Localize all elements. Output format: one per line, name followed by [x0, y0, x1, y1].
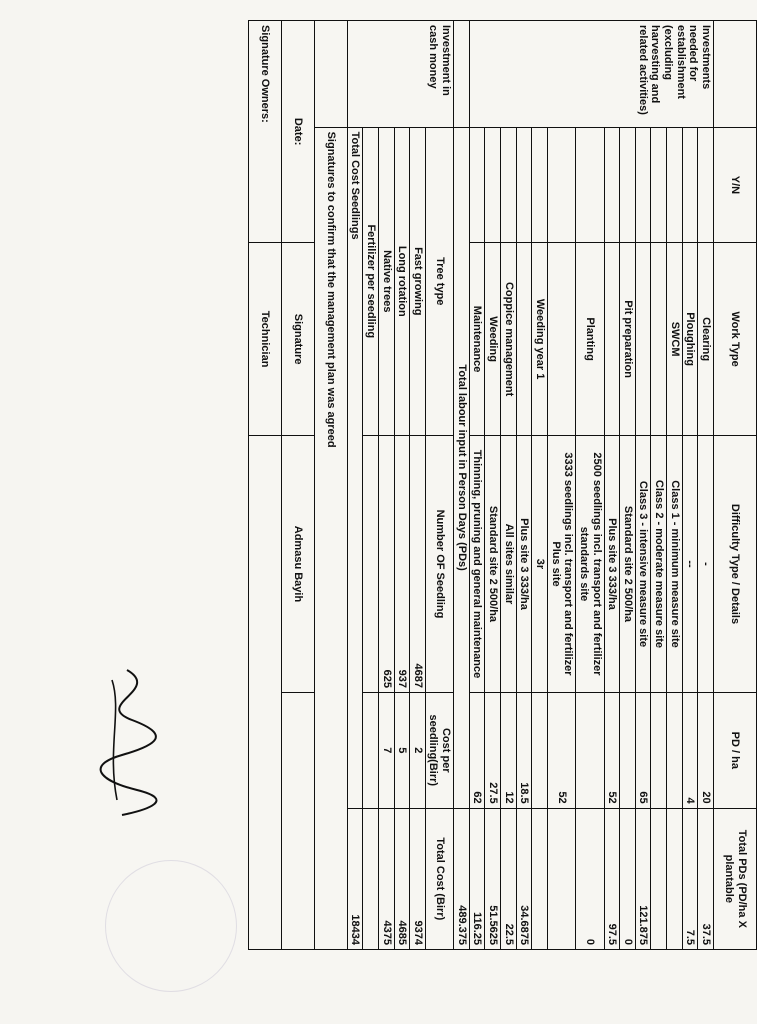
- detail-cell: Thinning, pruning and general maintenance: [469, 435, 485, 692]
- table-row: [682, 21, 698, 950]
- pd-cell: [576, 692, 604, 808]
- signature-owners-row: [248, 21, 281, 950]
- signer-name: Admasu Bayih: [281, 435, 314, 692]
- table-row: [516, 21, 532, 950]
- table-row: [698, 21, 714, 950]
- work-cell: [604, 243, 620, 436]
- table-row: [620, 21, 636, 950]
- work-cell: Ploughing: [682, 243, 698, 436]
- detail-cell: Standard site 2 500/ha: [620, 435, 636, 692]
- signature-label: Signature: [281, 243, 314, 436]
- pd-cell: [651, 692, 667, 808]
- detail-cell: 3333 seedlings incl. transport and fertilizer Plus site: [547, 435, 575, 692]
- work-cell: [635, 243, 651, 436]
- work-cell: Maintenance: [469, 243, 485, 436]
- number-cell: 625: [378, 435, 394, 692]
- pd-cell: 4: [682, 692, 698, 808]
- cost-per-seedling-header: Cost per seedling(Birr): [425, 692, 453, 808]
- total-cell: 116.25: [469, 808, 485, 949]
- yn-cell: [501, 127, 517, 243]
- yn-cell: [667, 127, 683, 243]
- work-type-header: Work Type: [714, 243, 757, 436]
- pd-cell: [532, 692, 548, 808]
- detail-cell: Class 2 - moderate measure site: [651, 435, 667, 692]
- total-cell: 121.875: [635, 808, 651, 949]
- signature-mark-cell: [281, 692, 314, 949]
- work-cell: Weeding year 1: [532, 243, 548, 436]
- yn-cell: [516, 127, 532, 243]
- table-row: [501, 21, 517, 950]
- blank-cell: [454, 21, 470, 128]
- table-row: [363, 21, 379, 950]
- yn-header: Y/N: [714, 127, 757, 243]
- signatures-title: Signatures to confirm that the management plan was agreed: [314, 127, 347, 949]
- yn-cell: [576, 127, 604, 243]
- table-row: [576, 21, 604, 950]
- total-cost-cell: [363, 808, 379, 949]
- total-cell: 0: [576, 808, 604, 949]
- total-seedlings-row: [347, 21, 363, 950]
- pd-cell: [667, 692, 683, 808]
- work-cell: Pit preparation: [620, 243, 636, 436]
- tree-type-header: Tree type: [425, 127, 453, 435]
- difficulty-header: Difficulty Type / Details: [714, 435, 757, 692]
- cost-cell: 2: [410, 692, 426, 808]
- detail-cell: 2500 seedlings incl. transport and fertilizer standards site: [576, 435, 604, 692]
- total-cell: 34.6875: [516, 808, 532, 949]
- total-cost-cell: 4375: [378, 808, 394, 949]
- cost-cell: 7: [378, 692, 394, 808]
- number-seedling-header: Number OF Seedling: [425, 435, 453, 692]
- blank-cell: [248, 435, 281, 949]
- pd-cell: 18.5: [516, 692, 532, 808]
- detail-cell: All sites similar: [501, 435, 517, 692]
- total-labour-row: [454, 21, 470, 950]
- signature-row: [281, 21, 314, 950]
- detail-cell: Standard site 2 500/ha: [485, 435, 501, 692]
- work-cell: SWCM: [667, 243, 683, 436]
- date-label: Date:: [281, 21, 314, 243]
- pd-cell: 52: [604, 692, 620, 808]
- total-cell: 7.5: [682, 808, 698, 949]
- table-row: [410, 21, 426, 950]
- total-cell: [667, 808, 683, 949]
- yn-cell: [651, 127, 667, 243]
- management-plan-table: [248, 20, 757, 950]
- signature-title-row: [314, 21, 347, 950]
- table-row: [394, 21, 410, 950]
- cost-cell: [363, 692, 379, 808]
- blank-header-cell: [714, 21, 757, 128]
- work-cell: Planting: [576, 243, 604, 436]
- yn-cell: [469, 127, 485, 243]
- table-row: [469, 21, 485, 950]
- tree-type-cell: Native trees: [378, 127, 394, 435]
- total-cell: 37.5: [698, 808, 714, 949]
- table-row: [604, 21, 620, 950]
- total-cell: [547, 808, 575, 949]
- number-cell: 4687: [410, 435, 426, 692]
- table-row: [635, 21, 651, 950]
- tree-type-cell: Fertilizer per seedling: [363, 127, 379, 435]
- total-seedlings-label: Total Cost Seedlings: [347, 127, 363, 808]
- pd-cell: 62: [469, 692, 485, 808]
- cost-cell: 5: [394, 692, 410, 808]
- work-cell: Weeding: [485, 243, 501, 436]
- total-cost-header: Total Cost (Birr): [425, 808, 453, 949]
- pd-cell: 52: [547, 692, 575, 808]
- seedling-header-row: [425, 21, 453, 950]
- total-cell: [532, 808, 548, 949]
- rotated-form: [40, 0, 757, 980]
- total-cell: [651, 808, 667, 949]
- total-cost-cell: 4685: [394, 808, 410, 949]
- yn-cell: [532, 127, 548, 243]
- signature-owners-label: Signature Owners:: [248, 21, 281, 243]
- blank-cell: [314, 21, 347, 128]
- table-row: [651, 21, 667, 950]
- total-labour-label: Total labour input in Person Days (PDs): [454, 127, 470, 808]
- yn-cell: [547, 127, 575, 243]
- tree-type-cell: Long rotation: [394, 127, 410, 435]
- detail-cell: Plus site 3 333/ha: [604, 435, 620, 692]
- total-cell: 97.5: [604, 808, 620, 949]
- section-cash-label: Investment in cash money: [347, 21, 453, 128]
- yn-cell: [698, 127, 714, 243]
- total-seedlings-value: 18434: [347, 808, 363, 949]
- table-row: [667, 21, 683, 950]
- yn-cell: [635, 127, 651, 243]
- table-row: [485, 21, 501, 950]
- total-labour-value: 489.375: [454, 808, 470, 949]
- number-cell: 937: [394, 435, 410, 692]
- work-cell: [651, 243, 667, 436]
- yn-cell: [682, 127, 698, 243]
- detail-cell: -: [698, 435, 714, 692]
- pd-cell: 65: [635, 692, 651, 808]
- table-row: [547, 21, 575, 950]
- table-header-row: [714, 21, 757, 950]
- work-cell: [516, 243, 532, 436]
- pd-ha-header: PD / ha: [714, 692, 757, 808]
- detail-cell: Plus site 3 333/ha: [516, 435, 532, 692]
- detail-cell: 3r: [532, 435, 548, 692]
- pd-cell: 12: [501, 692, 517, 808]
- handwritten-signature: [87, 660, 167, 820]
- number-cell: [363, 435, 379, 692]
- total-cell: 22.5: [501, 808, 517, 949]
- work-cell: Clearing: [698, 243, 714, 436]
- yn-cell: [485, 127, 501, 243]
- detail-cell: Class 1 - minimum measure site: [667, 435, 683, 692]
- work-cell: Coppice management: [501, 243, 517, 436]
- total-pds-header: Total PDs (PD/ha X plantable: [714, 808, 757, 949]
- total-cell: 51.5625: [485, 808, 501, 949]
- pd-cell: [620, 692, 636, 808]
- table-row: [532, 21, 548, 950]
- pd-cell: 20: [698, 692, 714, 808]
- section-investments-label: Investments needed for establishment (excluding harvesting and related activities): [469, 21, 713, 128]
- total-cell: 0: [620, 808, 636, 949]
- table-row: [378, 21, 394, 950]
- detail-cell: --: [682, 435, 698, 692]
- yn-cell: [620, 127, 636, 243]
- total-cost-cell: 9374: [410, 808, 426, 949]
- pd-cell: 27.5: [485, 692, 501, 808]
- detail-cell: Class 3 - intensive measure site: [635, 435, 651, 692]
- work-cell: [547, 243, 575, 436]
- yn-cell: [604, 127, 620, 243]
- technician-label: Technician: [248, 243, 281, 436]
- faint-stamp: [105, 860, 237, 992]
- tree-type-cell: Fast growing: [410, 127, 426, 435]
